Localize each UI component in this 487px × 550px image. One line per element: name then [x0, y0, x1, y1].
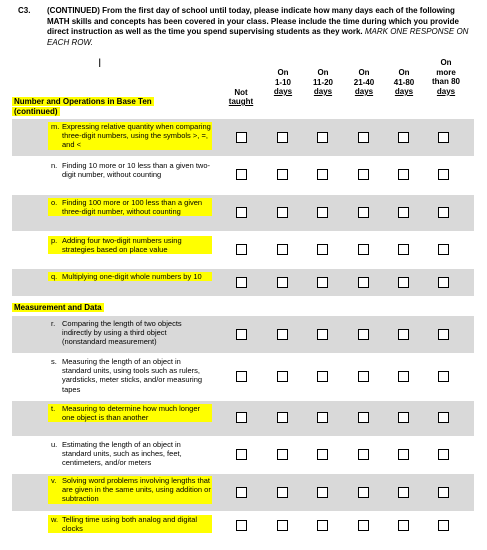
list-item	[48, 404, 212, 422]
response-checkbox[interactable]	[317, 277, 328, 288]
col-header-more-than-80: On more than 80 days	[431, 58, 460, 96]
response-checkbox[interactable]	[398, 412, 409, 423]
response-checkbox[interactable]	[358, 449, 369, 460]
item-letter: v.	[51, 476, 57, 485]
response-checkbox[interactable]	[277, 520, 288, 531]
response-checkbox[interactable]	[277, 207, 288, 218]
question-main-text: (CONTINUED) From the first day of school until today, please indicate how many days each of the following MATH skills and concepts has been covered in your class. Please include the time during which you provide direct instruction as well as the time you spend supervising students as they work.	[47, 6, 459, 37]
response-checkbox[interactable]	[236, 329, 247, 340]
item-letter: q.	[51, 272, 58, 281]
list-item	[48, 198, 212, 216]
response-checkbox[interactable]	[438, 520, 449, 531]
col-header-21-40: On 21-40 days	[353, 68, 375, 96]
list-item	[48, 161, 212, 179]
response-checkbox[interactable]	[398, 207, 409, 218]
response-checkbox[interactable]	[236, 412, 247, 423]
response-checkbox[interactable]	[317, 487, 328, 498]
col-header-not-taught: Not taught	[228, 87, 254, 106]
response-checkbox[interactable]	[277, 449, 288, 460]
response-checkbox[interactable]	[398, 329, 409, 340]
response-checkbox[interactable]	[438, 169, 449, 180]
item-text: Finding 10 more or 10 less than a given two-digit number, without counting	[62, 161, 210, 180]
response-checkbox[interactable]	[236, 244, 247, 255]
response-checkbox[interactable]	[438, 132, 449, 143]
response-checkbox[interactable]	[317, 329, 328, 340]
response-checkbox[interactable]	[358, 520, 369, 531]
item-letter: p.	[51, 236, 58, 245]
response-checkbox[interactable]	[438, 244, 449, 255]
response-checkbox[interactable]	[236, 487, 247, 498]
response-checkbox[interactable]	[317, 207, 328, 218]
response-checkbox[interactable]	[277, 244, 288, 255]
response-checkbox[interactable]	[358, 169, 369, 180]
col-header-1-10: On 1-10 days	[273, 68, 293, 96]
response-checkbox[interactable]	[438, 412, 449, 423]
item-text: Comparing the length of two objects indirectly by using a third object (nonstandard measurement)	[62, 319, 182, 347]
item-letter: s.	[51, 357, 57, 366]
response-checkbox[interactable]	[438, 329, 449, 340]
list-item	[48, 122, 212, 150]
item-letter: r.	[51, 319, 56, 328]
response-checkbox[interactable]	[398, 449, 409, 460]
response-checkbox[interactable]	[277, 412, 288, 423]
response-checkbox[interactable]	[277, 487, 288, 498]
list-item	[48, 272, 212, 281]
response-checkbox[interactable]	[236, 371, 247, 382]
response-checkbox[interactable]	[317, 169, 328, 180]
response-checkbox[interactable]	[358, 371, 369, 382]
item-text: Adding four two-digit numbers using strategies based on place value	[62, 236, 182, 255]
question-instruction: MARK ONE RESPONSE ON EACH ROW.	[47, 27, 469, 47]
item-text: Expressing relative quantity when comparing three-digit numbers, using the symbols >, =, and <	[62, 122, 211, 150]
response-checkbox[interactable]	[236, 520, 247, 531]
response-checkbox[interactable]	[236, 449, 247, 460]
response-checkbox[interactable]	[317, 244, 328, 255]
section-header-number-operations: Number and Operations in Base Ten (continued)	[14, 97, 152, 116]
text-cursor-icon: I	[98, 56, 102, 70]
response-checkbox[interactable]	[277, 132, 288, 143]
response-checkbox[interactable]	[277, 277, 288, 288]
response-checkbox[interactable]	[358, 329, 369, 340]
response-checkbox[interactable]	[358, 244, 369, 255]
item-letter: u.	[51, 440, 58, 449]
response-checkbox[interactable]	[398, 520, 409, 531]
response-checkbox[interactable]	[317, 449, 328, 460]
response-checkbox[interactable]	[236, 169, 247, 180]
response-checkbox[interactable]	[358, 277, 369, 288]
item-text: Finding 100 more or 100 less than a given three-digit number, without counting	[62, 198, 203, 217]
response-checkbox[interactable]	[358, 132, 369, 143]
item-text: Multiplying one-digit whole numbers by 10	[62, 272, 202, 281]
response-checkbox[interactable]	[398, 277, 409, 288]
section-header-measurement-data: Measurement and Data	[14, 303, 102, 312]
response-checkbox[interactable]	[317, 132, 328, 143]
item-text: Telling time using both analog and digital clocks	[62, 515, 198, 534]
list-item	[48, 319, 212, 347]
response-checkbox[interactable]	[236, 207, 247, 218]
response-checkbox[interactable]	[358, 487, 369, 498]
item-text: Solving word problems involving lengths that are given in the same units, using addition or subtraction	[62, 476, 211, 504]
item-letter: o.	[51, 198, 58, 207]
question-text	[47, 6, 472, 48]
response-checkbox[interactable]	[398, 132, 409, 143]
response-checkbox[interactable]	[398, 169, 409, 180]
response-checkbox[interactable]	[438, 449, 449, 460]
list-item	[48, 236, 212, 254]
col-header-41-80: On 41-80 days	[393, 68, 415, 96]
list-item	[48, 476, 212, 504]
list-item	[48, 515, 212, 533]
response-checkbox[interactable]	[358, 412, 369, 423]
response-checkbox[interactable]	[438, 207, 449, 218]
list-item	[48, 357, 212, 394]
response-checkbox[interactable]	[317, 520, 328, 531]
response-checkbox[interactable]	[358, 207, 369, 218]
response-checkbox[interactable]	[438, 487, 449, 498]
response-checkbox[interactable]	[236, 132, 247, 143]
response-checkbox[interactable]	[438, 371, 449, 382]
item-text: Estimating the length of an object in standard units, such as inches, feet, centimeters, and/or meters	[62, 440, 182, 468]
item-letter: m.	[51, 122, 60, 131]
response-checkbox[interactable]	[317, 371, 328, 382]
response-checkbox[interactable]	[398, 371, 409, 382]
item-letter: n.	[51, 161, 58, 170]
response-checkbox[interactable]	[236, 277, 247, 288]
response-checkbox[interactable]	[317, 412, 328, 423]
response-checkbox[interactable]	[277, 169, 288, 180]
question-number: C3.	[18, 6, 31, 15]
response-checkbox[interactable]	[398, 487, 409, 498]
response-checkbox[interactable]	[438, 277, 449, 288]
col-header-11-20: On 11-20 days	[312, 68, 334, 96]
list-item	[48, 440, 212, 468]
item-text: Measuring the length of an object in standard units, using tools such as rulers, yardsticks, meter sticks, and/or measuring tapes	[62, 357, 203, 394]
response-checkbox[interactable]	[398, 244, 409, 255]
item-letter: t.	[51, 404, 56, 413]
item-text: Measuring to determine how much longer one object is than another	[62, 404, 200, 423]
response-checkbox[interactable]	[277, 329, 288, 340]
response-checkbox[interactable]	[277, 371, 288, 382]
item-letter: w.	[51, 515, 59, 524]
